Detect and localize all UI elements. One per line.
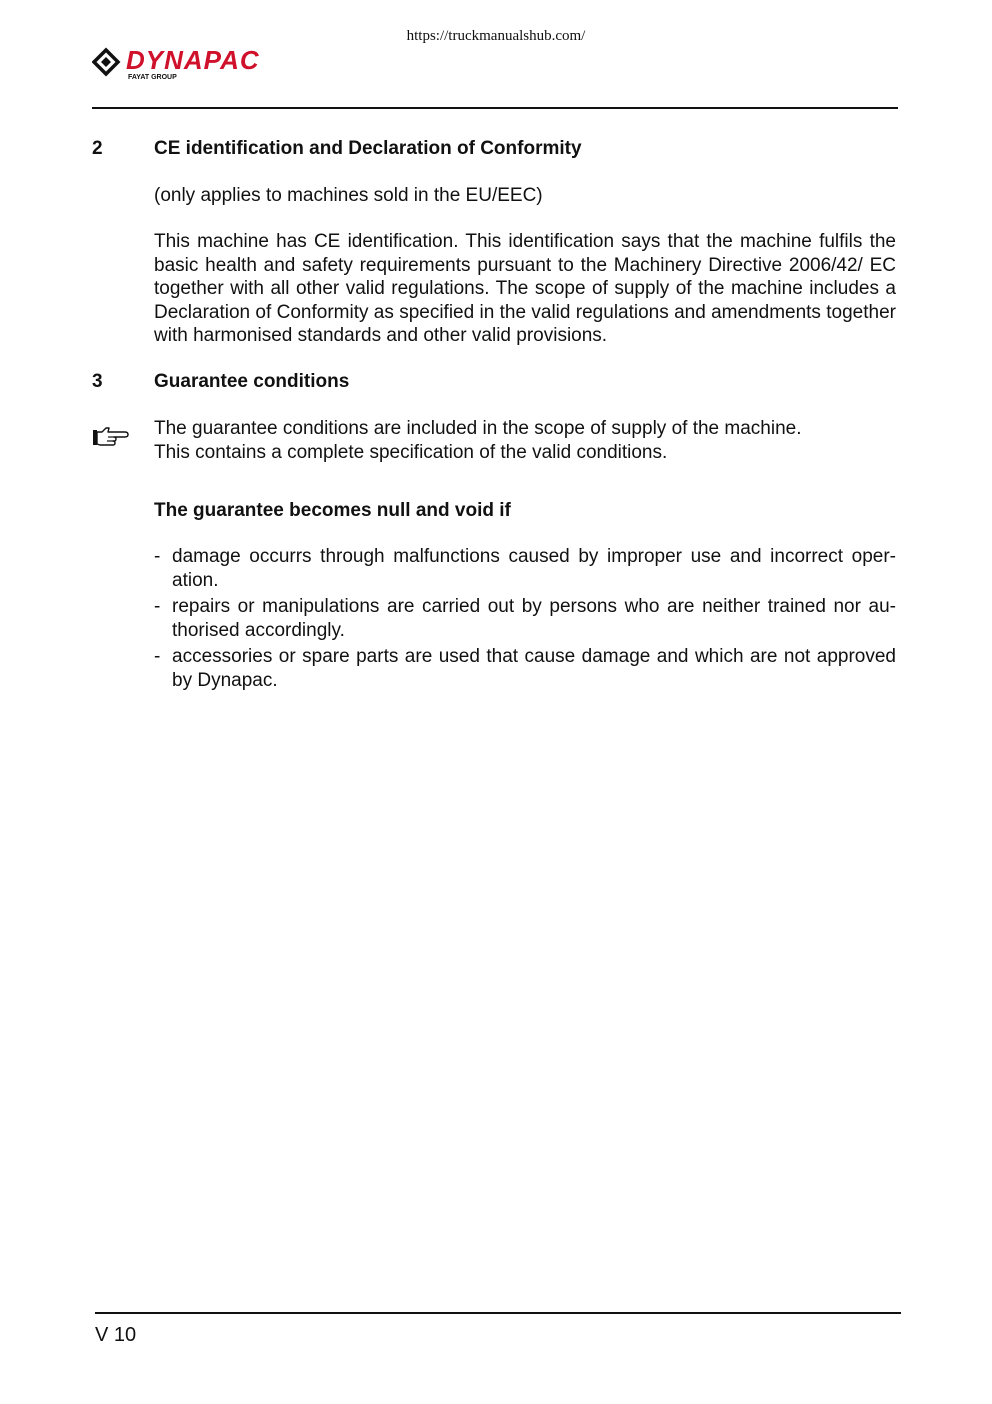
list-item-text: accessories or spare parts are used that cause damage and which are not approved by Dynapac.	[172, 646, 896, 691]
dynapac-logo	[92, 46, 332, 82]
header-rule	[92, 107, 898, 109]
section-title: Guarantee conditions	[154, 371, 350, 392]
list-dash: -	[154, 546, 161, 567]
logo-wordmark: DYNAPAC	[126, 46, 260, 75]
list-dash: -	[154, 646, 161, 667]
source-url: https://truckmanualshub.com/	[406, 28, 586, 44]
note-text: The guarantee conditions are included in the scope of supply of the machine.	[154, 418, 802, 439]
void-conditions-list	[154, 545, 896, 695]
page-label: V 10	[95, 1324, 137, 1346]
footer-rule	[95, 1312, 901, 1314]
list-dash: -	[154, 596, 161, 617]
list-item	[154, 545, 896, 593]
logo-mark-icon	[94, 50, 118, 74]
section-number: 3	[92, 371, 103, 392]
section-title: CE identification and Declaration of Conformity	[154, 138, 582, 159]
section-paragraph: (only applies to machines sold in the EU/EEC)	[154, 185, 543, 206]
section-paragraph: This machine has CE identification. This identification says that the machine fulfils the basic health and safety requirements pursuant to the Machinery Directive 2006/42/ EC together with all other valid regulations. The scope of supply of the machine includes a Declaration of Conformity as specified in the valid regulations and amendments together with harmonised standards and other valid provisions.	[154, 231, 896, 346]
list-item-text: repairs or manipulations are carried out by persons who are neither trained nor authorised accordingly.	[172, 596, 896, 641]
list-item	[154, 595, 896, 643]
logo-subtext: FAYAT GROUP	[128, 74, 177, 81]
note-text: This contains a complete specification of the valid conditions.	[154, 442, 668, 463]
list-item-text: damage occurrs through malfunctions caused by improper use and incorrect operation.	[172, 546, 896, 591]
list-item	[154, 645, 896, 693]
pointing-hand-icon	[92, 424, 130, 446]
guarantee-subheading: The guarantee becomes null and void if	[154, 500, 511, 521]
section-number: 2	[92, 138, 103, 159]
